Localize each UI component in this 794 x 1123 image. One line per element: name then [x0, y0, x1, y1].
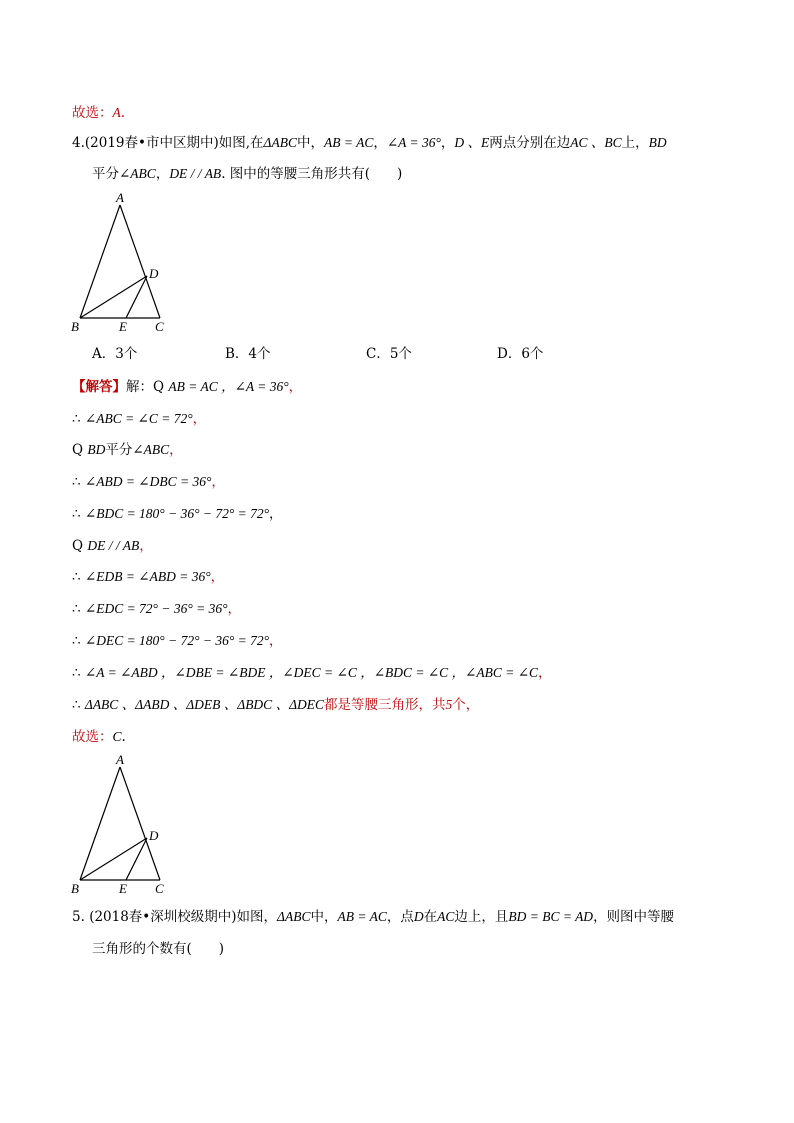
label-E: E — [119, 319, 127, 334]
solution-line-0: 【解答】解：Q AB = AC ，∠A = 36°， — [72, 379, 303, 395]
solution-line-8: ∴ ∠DEC = 180° − 72° − 36° = 72°， — [72, 633, 283, 649]
triangle-figure-q4 — [66, 190, 176, 335]
label-D: D — [149, 828, 159, 843]
solution-line-4: ∴ ∠BDC = 180° − 36° − 72° = 72°， — [72, 506, 283, 522]
solution-line-3: ∴ ∠ABD = ∠DBC = 36°， — [72, 474, 225, 490]
q5-line2: 三角形的个数有( ) — [92, 941, 225, 957]
label-A: A — [116, 190, 124, 205]
solution-line-9: ∴ ∠A = ∠ABD ，∠DBE = ∠BDE ，∠DEC = ∠C ，∠BDC = ∠C ，∠ABC = ∠C， — [72, 665, 552, 681]
top-answer: 故选：A. — [72, 105, 126, 121]
solution-line-10: ∴ ΔABC 、ΔABD 、ΔDEB 、ΔBDC 、ΔDEC都是等腰三角形，共5个， — [72, 697, 480, 713]
solution-line-5: Q DE / / AB， — [72, 538, 153, 554]
solution-line-6: ∴ ∠EDB = ∠ABD = 36°， — [72, 569, 225, 585]
label-C: C — [155, 881, 164, 896]
solution-line-2: Q BD平分∠ABC， — [72, 442, 183, 458]
q4-line2: 平分∠ABC，DE / / AB. 图中的等腰三角形共有( ) — [92, 166, 403, 182]
label-B: B — [71, 319, 79, 334]
label-B: B — [71, 881, 79, 896]
label-E: E — [119, 881, 127, 896]
solution-line-7: ∴ ∠EDC = 72° − 36° = 36°， — [72, 601, 241, 617]
triangle-figure-solution — [66, 752, 176, 897]
q5-line1: 5. (2018春•深圳校级期中)如图，ΔABC中，AB = AC，点D在AC边上，且BD = BC = AD，则图中等腰 — [72, 909, 675, 925]
label-C: C — [155, 319, 164, 334]
option-c: C．5个 — [366, 346, 412, 362]
q4-line1: 4.(2019春•市中区期中)如图,在ΔABC中，AB = AC，∠A = 36°，D 、E两点分别在边AC 、BC上，BD — [72, 135, 667, 151]
label-D: D — [149, 266, 159, 281]
option-a: A．3个 — [92, 346, 138, 362]
label-A: A — [116, 752, 124, 767]
option-b: B．4个 — [225, 346, 271, 362]
option-d: D．6个 — [497, 346, 544, 362]
solution-line-1: ∴ ∠ABC = ∠C = 72°， — [72, 411, 207, 427]
solution-answer: 故选：C. — [72, 729, 126, 745]
